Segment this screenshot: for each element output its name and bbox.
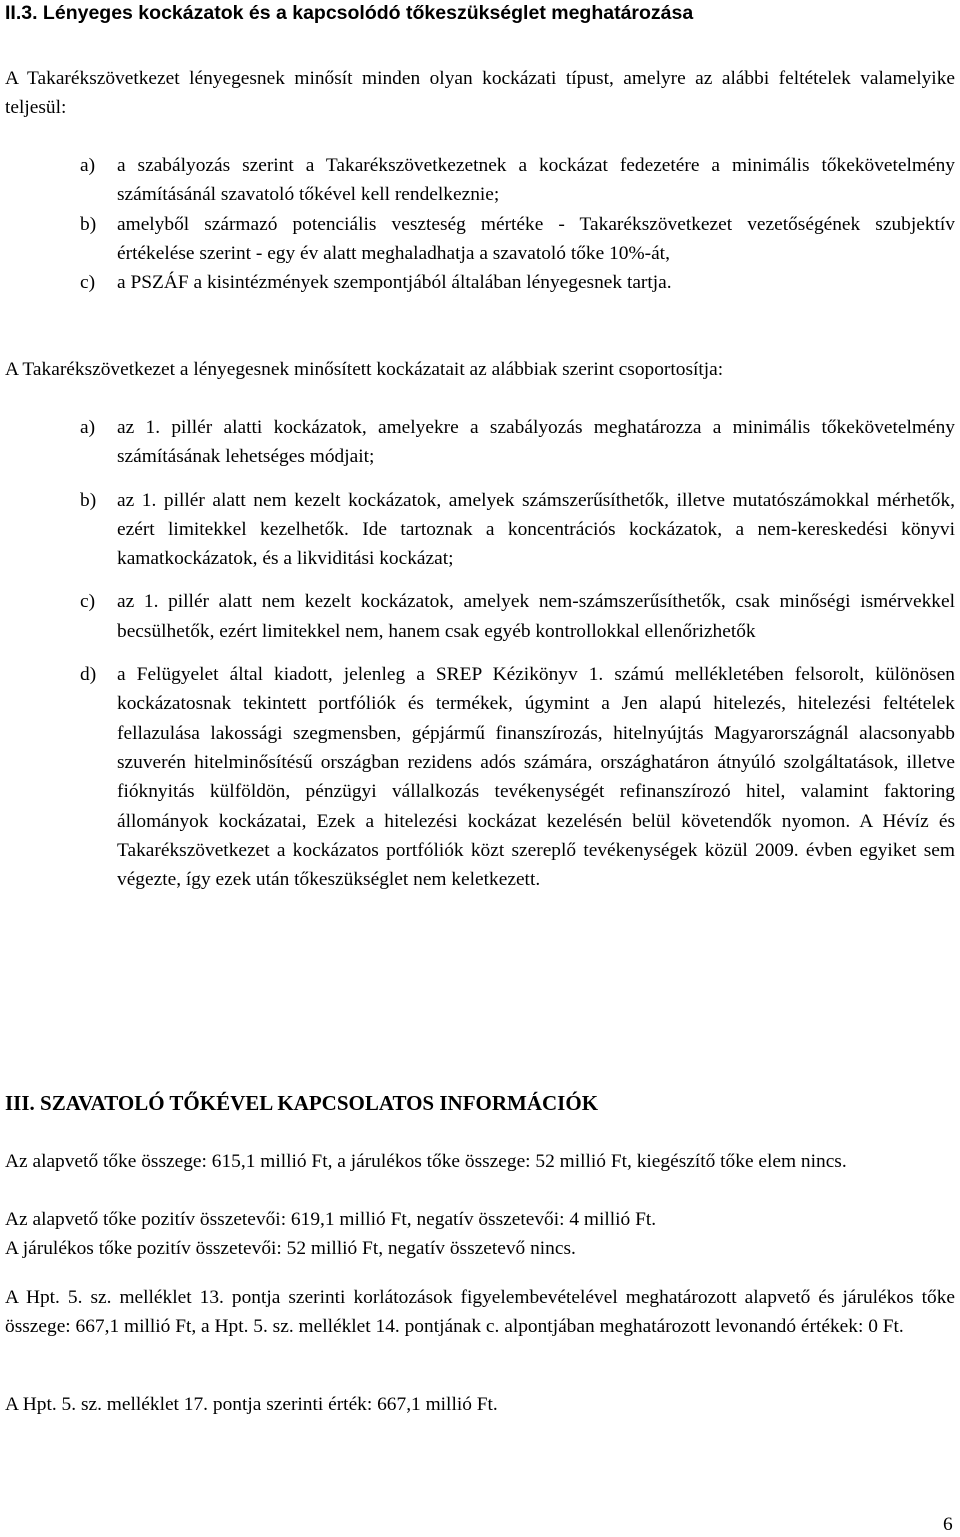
list-marker: a) bbox=[80, 155, 96, 176]
list-item bbox=[0, 151, 960, 210]
list-item bbox=[0, 486, 960, 574]
list-item-text: az 1. pillér alatti kockázatok, amelyekre a szabályozás meghatározza a minimális tőkekövetelmény számításának lehetséges módjait; bbox=[117, 417, 955, 468]
list-item bbox=[0, 210, 960, 269]
list-item-text: a Felügyelet által kiadott, jelenleg a SREP Kézikönyv 1. számú mellékletében felsorolt, különösen kockázatosnak tekintett portfóliók és termékek, úgymint a Jen alapú hitelezés, hitelezési feltételek fellazulása lakossági szegmensben, gépjármű finanszírozás, hitelnyújtás Magyarországnál alacsonyabb szuverén hitelminősítésű országban rezidens adós számára, országhatáron átnyúló szolgáltatások, illetve fióknyitás külföldön, pénzügyi vállalkozás tevékenységét refinanszírozó hitel, valamint faktoring állományok kockázatai, Ezek a hitelezési kockázat kezelésén belül követendők nyomon. A Hévíz és Takarékszövetkezet a kockázatos portfóliók közt szereplő tevékenységek közül 2009. évben egyiket sem végezte, így ezek után tőkeszükséglet nem keletkezett. bbox=[117, 664, 955, 891]
page-number: 6 bbox=[943, 1514, 953, 1535]
criteria-list bbox=[0, 151, 960, 297]
list-marker: b) bbox=[80, 489, 97, 511]
section-heading-capital: III. SZAVATOLÓ TŐKÉVEL KAPCSOLATOS INFORMÁCIÓK bbox=[5, 1091, 599, 1115]
list-item-text: az 1. pillér alatt nem kezelt kockázatok, amelyek nem-számszerűsíthetők, csak minőségi ismérvekkel becsülhetők, ezért limitekkel nem, hanem csak egyéb kontrollokkal ellenőrizhetők bbox=[117, 591, 955, 642]
hpt13-paragraph: A Hpt. 5. sz. melléklet 13. pontja szerinti korlátozások figyelembevételével meghatározott alapvető és járulékos tőke összege: 667,1 millió Ft, a Hpt. 5. sz. melléklet 14. pontjának c. alpontjában meghatározott levonandó értékek: 0 Ft. bbox=[5, 1287, 955, 1338]
list-marker: a) bbox=[80, 417, 96, 438]
section-heading: II.3. Lényeges kockázatok és a kapcsolódó tőkeszükséglet meghatározása bbox=[5, 2, 694, 24]
hpt17-paragraph: A Hpt. 5. sz. melléklet 17. pontja szerinti érték: 667,1 millió Ft. bbox=[5, 1394, 498, 1415]
intro-paragraph-2: A Takarékszövetkezet a lényegesnek minősített kockázatait az alábbiak szerint csoportosítja: bbox=[5, 359, 724, 380]
list-marker: d) bbox=[80, 664, 97, 686]
list-item-text: a PSZÁF a kisintézmények szempontjából általában lényegesnek tartja. bbox=[117, 272, 672, 294]
capital-paragraph-3: A járulékos tőke pozitív összetevői: 52 millió Ft, negatív összetevő nincs. bbox=[5, 1238, 576, 1259]
list-item-text: az 1. pillér alatt nem kezelt kockázatok, amelyek számszerűsíthetők, illetve mutatószámokkal mérhetők, ezért limitekkel kezelhetők. Ide tartoznak a koncentrációs kockázatok, a nem-kereskedési könyvi kamatkockázatok, és a likviditási kockázat; bbox=[117, 489, 955, 570]
list-item bbox=[0, 587, 960, 646]
list-item bbox=[0, 268, 960, 297]
capital-paragraph-2: Az alapvető tőke pozitív összetevői: 619,1 millió Ft, negatív összetevői: 4 millió Ft. bbox=[5, 1209, 657, 1230]
list-marker: b) bbox=[80, 213, 97, 235]
list-item bbox=[0, 660, 960, 894]
list-item bbox=[0, 413, 960, 472]
list-item-text: a szabályozás szerint a Takarékszövetkezetnek a kockázat fedezetére a minimális tőkekövetelmény számításánál szavatoló tőkével kell rendelkeznie; bbox=[117, 155, 955, 206]
list-item-text: amelyből származó potenciális veszteség mértéke - Takarékszövetkezet vezetőségének szubjektív értékelése szerint - egy év alatt meghaladhatja a szavatoló tőke 10%-át, bbox=[117, 213, 955, 264]
intro-paragraph-1: A Takarékszövetkezet lényegesnek minősít minden olyan kockázati típust, amelyre az alábbi feltételek valamelyike teljesül: bbox=[5, 68, 955, 119]
risk-groups-list bbox=[0, 413, 960, 894]
capital-paragraph-1: Az alapvető tőke összege: 615,1 millió Ft, a járulékos tőke összege: 52 millió Ft, kiegészítő tőke elem nincs. bbox=[5, 1151, 847, 1172]
list-marker: c) bbox=[80, 272, 96, 294]
list-marker: c) bbox=[80, 591, 96, 613]
